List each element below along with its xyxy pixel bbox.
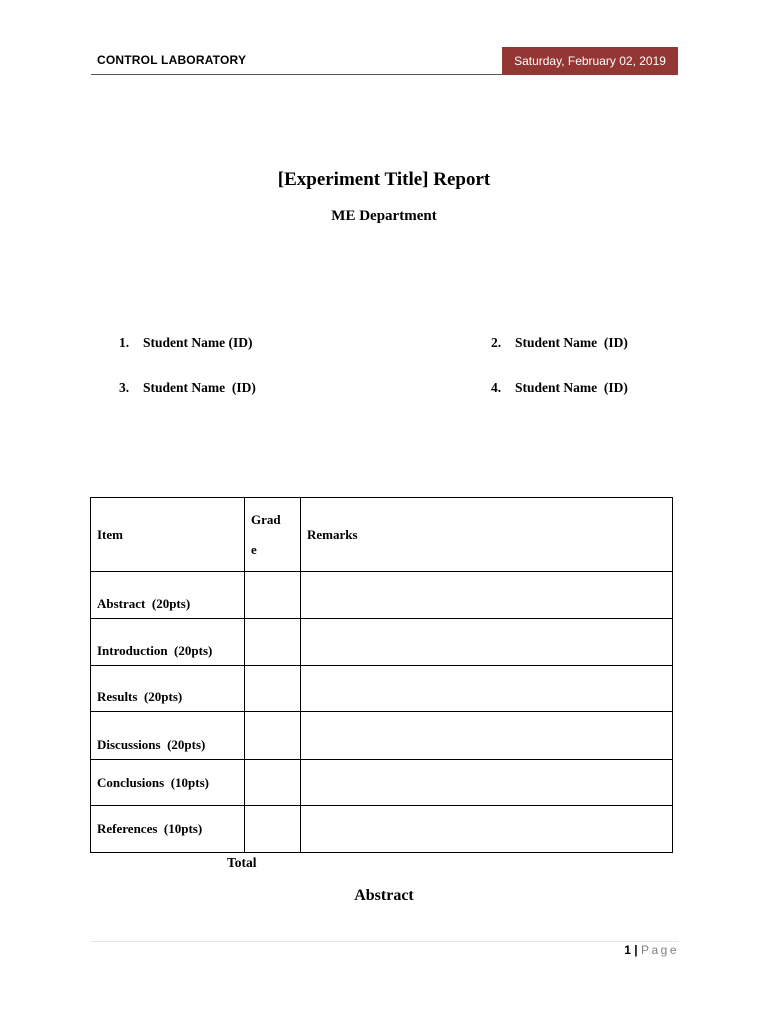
student-number: 2. (491, 335, 502, 350)
student-entry (491, 335, 628, 351)
footer-divider (91, 941, 679, 942)
header-grade-line2: e (251, 541, 257, 557)
table-row (91, 806, 673, 853)
department-name: ME Department (331, 208, 437, 224)
row-item: Conclusions (10pts) (91, 760, 245, 806)
page-word: Page (640, 943, 679, 957)
row-remarks[interactable] (301, 806, 673, 853)
header-grade (245, 498, 301, 572)
student-number: 4. (491, 380, 502, 395)
header-grade-line1: Grad (251, 511, 281, 527)
table-header-row (91, 498, 673, 572)
page-number: 1 (624, 943, 631, 957)
student-name: Student Name (ID) (143, 335, 253, 350)
course-title: CONTROL LABORATORY (97, 53, 247, 67)
row-grade[interactable] (245, 666, 301, 712)
table-row (91, 619, 673, 666)
row-remarks[interactable] (301, 572, 673, 619)
row-item: References (10pts) (91, 806, 245, 853)
row-item: Results (20pts) (91, 666, 245, 712)
student-name: Student Name (ID) (143, 380, 256, 395)
page-footer (624, 943, 679, 957)
table-row (91, 760, 673, 806)
total-label: Total (227, 855, 257, 870)
row-grade[interactable] (245, 572, 301, 619)
student-name: Student Name (ID) (515, 335, 628, 350)
row-item: Discussions (20pts) (91, 712, 245, 760)
row-remarks[interactable] (301, 666, 673, 712)
table-row (91, 712, 673, 760)
report-title: [Experiment Title] Report (277, 169, 491, 190)
grading-table (90, 497, 673, 853)
student-entry (119, 380, 256, 396)
row-grade[interactable] (245, 806, 301, 853)
row-grade[interactable] (245, 619, 301, 666)
header-date: Saturday, February 02, 2019 (502, 47, 678, 75)
section-heading: Abstract (354, 887, 414, 904)
footer-separator: | (634, 943, 638, 957)
table-row (91, 666, 673, 712)
student-number: 3. (119, 380, 130, 395)
row-item: Abstract (20pts) (91, 572, 245, 619)
student-number: 1. (119, 335, 130, 350)
student-name: Student Name (ID) (515, 380, 628, 395)
header-remarks: Remarks (301, 498, 673, 572)
row-remarks[interactable] (301, 619, 673, 666)
table-row (91, 572, 673, 619)
row-remarks[interactable] (301, 712, 673, 760)
header-item: Item (91, 498, 245, 572)
row-item: Introduction (20pts) (91, 619, 245, 666)
row-grade[interactable] (245, 712, 301, 760)
row-grade[interactable] (245, 760, 301, 806)
student-entry (491, 380, 628, 396)
header-divider (91, 74, 503, 75)
student-entry (119, 335, 253, 351)
row-remarks[interactable] (301, 760, 673, 806)
